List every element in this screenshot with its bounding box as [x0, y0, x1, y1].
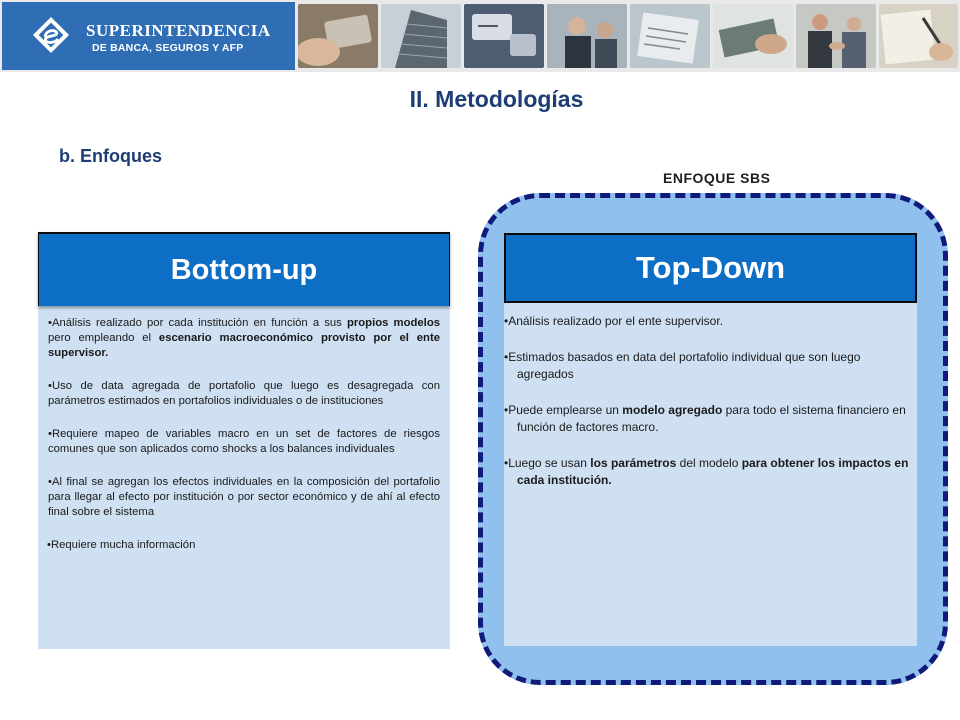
- point-text: •Análisis realizado por cada institución en función a sus: [48, 317, 347, 329]
- top-down-point-2: •Estimados basados en data del portafolio individual que son luego agregados: [504, 350, 861, 381]
- keyboard-photo: [464, 4, 544, 68]
- enfoque-sbs-label: ENFOQUE SBS: [663, 170, 771, 186]
- money-photo: [713, 4, 793, 68]
- section-subtitle: b. Enfoques: [59, 146, 162, 166]
- point-emphasis: los parámetros: [590, 456, 677, 470]
- top-down-point-1: •Análisis realizado por el ente supervisor.: [504, 314, 723, 328]
- page-title: II. Metodologías: [409, 86, 584, 112]
- point-emphasis: propios modelos: [346, 317, 441, 329]
- top-down-point-3: [504, 402, 909, 436]
- point-text: para todo el sistema financiero en función de factores macro.: [517, 403, 906, 434]
- document-photo: [630, 4, 710, 68]
- bottom-up-panel: [38, 232, 450, 649]
- point-text: pero empleando el: [48, 332, 159, 344]
- point-text: •Puede emplearse un: [504, 403, 623, 417]
- point-emphasis: escenario macroeconómico provisto por el ente supervisor.: [48, 332, 440, 359]
- top-down-body: [504, 313, 909, 508]
- logo-title: SUPERINTENDENCIA: [86, 21, 271, 40]
- sbs-logo: [2, 2, 295, 70]
- header-banner: [0, 0, 960, 72]
- bottom-up-point-1: [48, 316, 440, 361]
- point-text: del modelo: [676, 456, 742, 470]
- point-emphasis: para obtener los impactos en cada institución.: [517, 456, 909, 487]
- bottom-up-point-3: •Requiere mapeo de variables macro en un set de factores de riesgos comunes que son aplicados como shocks a los balances individuales: [48, 428, 440, 455]
- card-photo: [298, 4, 378, 68]
- top-down-heading: Top-Down: [504, 233, 917, 303]
- building-photo: [381, 4, 461, 68]
- bottom-up-heading: Bottom-up: [38, 232, 450, 306]
- writing-photo: [879, 4, 958, 68]
- bottom-up-point-2: •Uso de data agregada de portafolio que luego es desagregada con parámetros estimados en portafolios individuales o de instituciones: [48, 380, 440, 407]
- people-photo: [547, 4, 627, 68]
- top-down-point-4: [504, 455, 909, 489]
- sbs-diamond-icon: [32, 16, 70, 54]
- point-emphasis: modelo agregado: [622, 403, 723, 417]
- handshake-photo: [796, 4, 876, 68]
- bottom-up-point-4: •Al final se agregan los efectos individuales en la composición del portafolio para llegar al efecto por institución o por sector económico y de ahí al efecto final sobre el sistema: [48, 476, 440, 518]
- point-text: •Luego se usan: [504, 456, 591, 470]
- bottom-up-body: [48, 316, 440, 571]
- logo-subtitle: DE BANCA, SEGUROS Y AFP: [92, 42, 244, 54]
- top-down-panel: [504, 233, 917, 646]
- bottom-up-point-5: •Requiere mucha información: [47, 539, 196, 551]
